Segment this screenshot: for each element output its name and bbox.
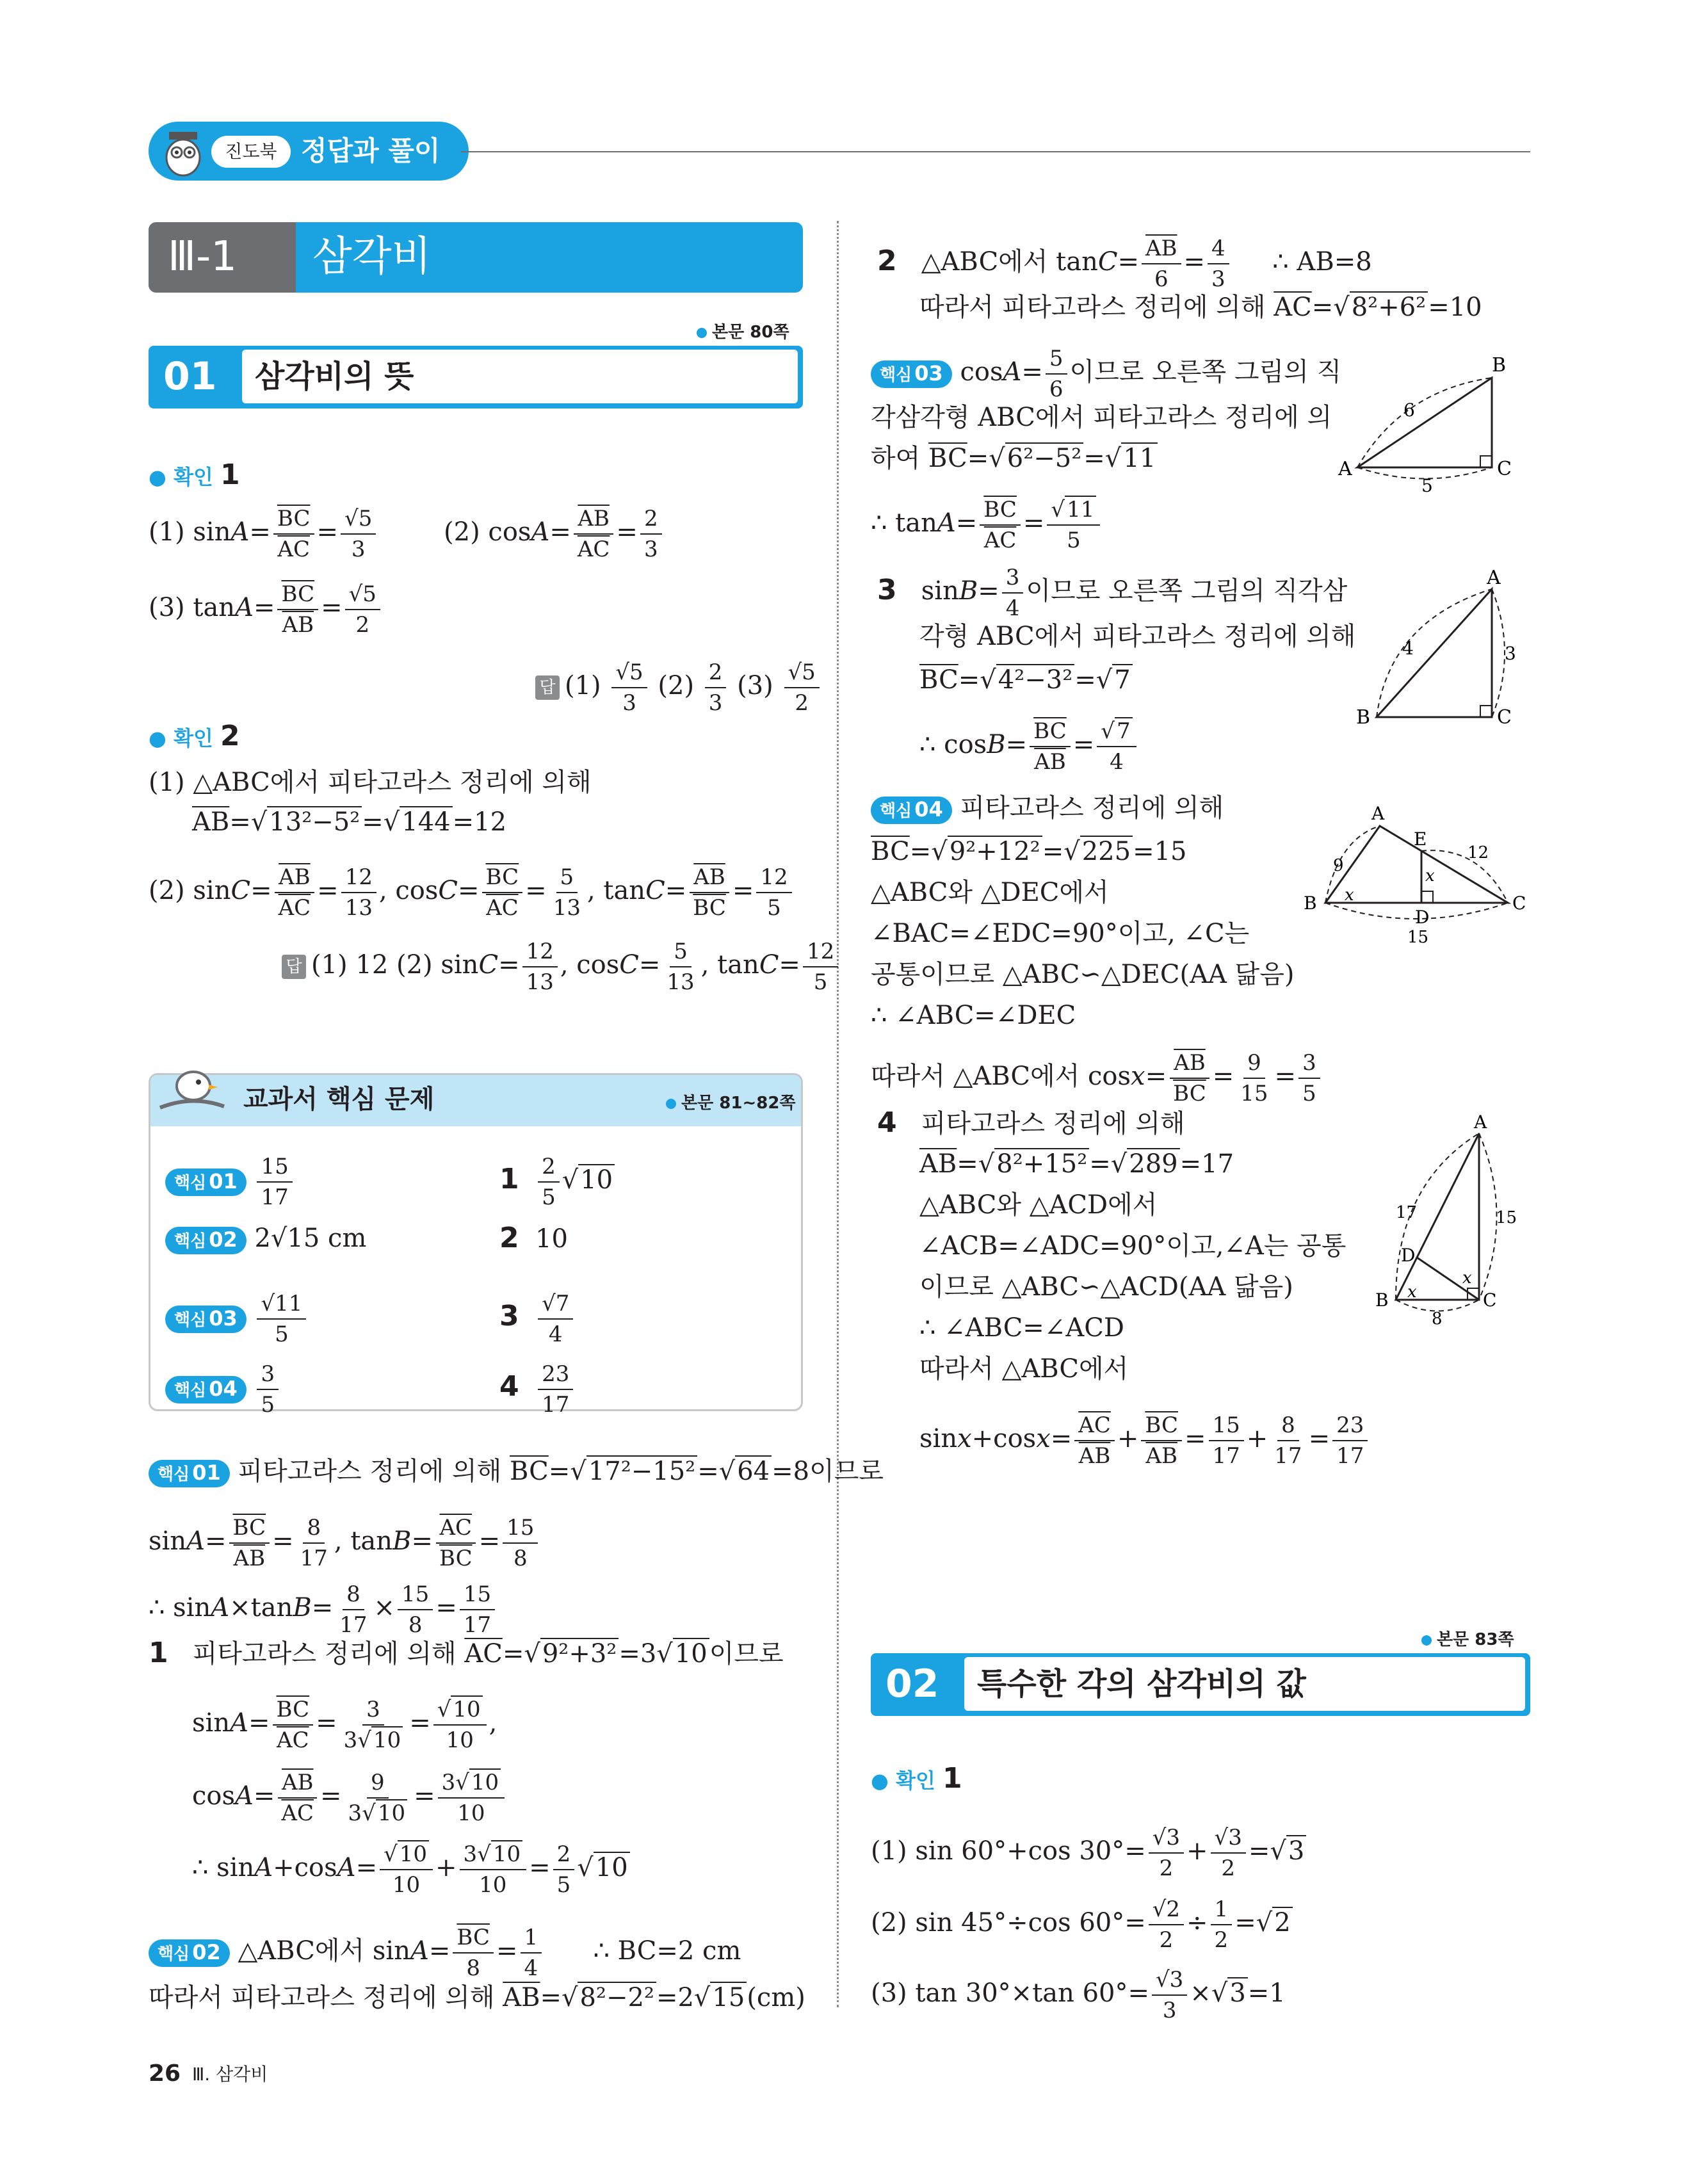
c01-line3: ∴ sinA×tanB= $\frac{8}{17}$ × $\frac{15}{8}$ = $\frac{15}{17}$ (149, 1581, 497, 1638)
svg-text:C: C (1512, 893, 1526, 914)
p4-line2: $\overline{AB}=√8^2+15^2=√289=17$ (919, 1149, 1234, 1179)
svg-text:D: D (1401, 1245, 1416, 1266)
check2-line1: (1) △ABC에서 피타고라스 정리에 의해 (149, 768, 592, 797)
box-row3b: 3 $\frac{√7}{4}$ (499, 1291, 576, 1347)
c04-line5: 공통이므로 △ABC∽△DEC(AA 닮음) (871, 960, 1295, 989)
check-1b-label: ● 확인 1 (871, 1762, 962, 1795)
p4-line8: sinx+cosx= $\frac{\overline{AC}}{AB}$ + $\frac{\overline{BC}}{AB}$ = $\frac{15}{17}$ + $\frac{8}{17}$ = $\frac{23}{17}$ (919, 1412, 1370, 1469)
core-box-ref: 본문 81~82쪽 (666, 1090, 796, 1113)
check2-answer: 답 (1) 12 (2) sinC= $\frac{12}{13}$ , cosC= $\frac{5}{13}$ , tanC= $\frac{12}{5}$ (282, 939, 841, 995)
p4-line1: 4 피타고라스 정리에 의해 (877, 1106, 1185, 1139)
p3-line4: ∴ cosB= $\frac{\overline{BC}}{AB}$ = $\frac{√7}{4}$ (919, 718, 1139, 775)
box-row4: 핵심 04 $\frac{3}{5}$ (165, 1361, 281, 1418)
svg-text:8: 8 (1432, 1309, 1443, 1329)
svg-text:15: 15 (1496, 1208, 1517, 1227)
svg-text:x: x (1462, 1268, 1472, 1288)
svg-text:E: E (1414, 829, 1427, 850)
section-02-title: 특수한 각의 삼각비의 값 (977, 1666, 1306, 1702)
svg-text:C: C (1497, 458, 1512, 480)
box-row4b: 4 $\frac{23}{17}$ (499, 1361, 576, 1418)
chapter-title: 삼각비 (312, 233, 432, 280)
svg-text:A: A (1338, 458, 1352, 480)
p4-line7: 따라서 △ABC에서 (919, 1354, 1129, 1384)
s2-line3: (3) tan 30°×tan 60°= $\frac{√3}{3}$ ×√3=1 (871, 1967, 1286, 2023)
check1-line1: (1) sinA= $\frac{\overline{BC}}{AC}$ = $\frac{√5}{3}$ (2) cosA= $\frac{\overline{AB}}{AC}$ = $\frac{2}{3}$ (149, 506, 665, 562)
triangle-figure-p3 (1351, 570, 1524, 743)
column-divider (837, 221, 839, 2007)
c01-line2: sinA= $\frac{\overline{BC}}{AB}$ = $\frac{8}{17}$ , tanB= $\frac{\overline{AC}}{BC}$ = $\frac{15}{8}$ (149, 1515, 540, 1571)
svg-text:B: B (1356, 706, 1371, 729)
p3-line3: $\overline{BC}=√4^2-3^2=√7$ (919, 663, 1133, 697)
svg-text:B: B (1375, 1290, 1389, 1311)
owl-icon (158, 127, 209, 178)
svg-text:4: 4 (1402, 638, 1414, 659)
c04-line7: 따라서 △ABC에서 cosx= $\frac{\overline{AB}}{BC}$ = $\frac{9}{15}$ = $\frac{3}{5}$ (871, 1050, 1323, 1106)
header-badge: 진도북 (211, 136, 291, 168)
header-line (461, 151, 1530, 152)
c03-line3: 하여 $\overline{BC}=√6^2-5^2=√11$ (871, 442, 1158, 475)
section-02-num: 02 (885, 1662, 939, 1706)
box-row1b: 1 $\frac{2}{5}$ √10 (499, 1154, 615, 1210)
chapter-bar (149, 222, 803, 293)
c04-line3: △ABC와 △DEC에서 (871, 878, 1109, 907)
svg-text:C: C (1483, 1290, 1497, 1311)
box-row3: 핵심 03 $\frac{√11}{5}$ (165, 1291, 309, 1347)
p3-line1: 3 sinB= $\frac{3}{4}$ 이므로 오른쪽 그림의 직각삼 (877, 565, 1348, 621)
svg-text:A: A (1371, 803, 1385, 824)
triangle-figure-c04 (1300, 800, 1530, 948)
svg-text:15: 15 (1407, 928, 1429, 947)
svg-text:3: 3 (1505, 643, 1516, 664)
box-row2b: 2 10 (499, 1222, 568, 1254)
c04-line1: 핵심 04 피타고라스 정리에 의해 (871, 791, 1224, 825)
svg-text:C: C (1497, 706, 1512, 729)
c03-line2: 각삼각형 ABC에서 피타고라스 정리에 의 (871, 403, 1332, 432)
section-01-ref: 본문 80쪽 (697, 319, 789, 343)
svg-text:B: B (1304, 893, 1317, 914)
p4-line3: △ABC와 △ACD에서 (919, 1190, 1158, 1220)
c03-line1: 핵심 03 cosA= $\frac{5}{6}$ 이므로 오른쪽 그림의 직 (871, 346, 1341, 402)
section-02-ref: 본문 83쪽 (1421, 1626, 1514, 1650)
svg-text:x: x (1425, 866, 1435, 886)
svg-text:12: 12 (1468, 843, 1489, 862)
header-title: 정답과 풀이 (301, 135, 441, 166)
footer-chapter: Ⅲ. 삼각비 (192, 2064, 268, 2085)
p2-line2: 따라서 피타고라스 정리에 의해 $\overline{AC}=√8^2+6^2=10$ (919, 293, 1482, 322)
page-number: 26 (149, 2060, 181, 2087)
c04-line4: ∠BAC=∠EDC=90°이고, ∠C는 (871, 919, 1250, 948)
p4-line5: 이므로 △ABC∽△ACD(AA 닮음) (919, 1272, 1293, 1302)
p2-line1: 2 △ABC에서 tanC= $\frac{\overline{AB}}{6}$ = $\frac{4}{3}$ ∴ AB=8 (877, 236, 1372, 292)
svg-text:9: 9 (1333, 856, 1344, 875)
triangle-figure-p4 (1370, 1114, 1530, 1332)
check-1-label: ● 확인 1 (149, 458, 240, 491)
svg-text:A: A (1474, 1114, 1487, 1133)
check2-line3: (2) sinC= $\frac{\overline{AB}}{AC}$ = $\frac{12}{13}$ , cosC= $\frac{\overline{BC}}{AC}$ = $\frac{5}{13}$ , tanC= $\frac{\overline{AB}}{BC}$ = $\frac{12}{5}$ (149, 864, 795, 921)
svg-text:17: 17 (1396, 1203, 1418, 1222)
section-01-title: 삼각비의 뜻 (255, 359, 414, 394)
svg-text:x: x (1345, 886, 1354, 905)
svg-text:D: D (1415, 907, 1430, 928)
box-row2: 핵심 02 2√15 cm (165, 1222, 366, 1255)
svg-text:6: 6 (1403, 400, 1415, 421)
c04-line6: ∴ ∠ABC=∠DEC (871, 1001, 1076, 1030)
s2-line1: (1) sin 60°+cos 30°= $\frac{√3}{2}$ + $\frac{√3}{2}$ =√3 (871, 1825, 1306, 1881)
check-2-label: ● 확인 2 (149, 720, 240, 752)
p1-line3: cosA= $\frac{\overline{AB}}{AC}$ = $\frac{9}{3√10}$ = $\frac{3√10}{10}$ (192, 1770, 507, 1826)
svg-text:5: 5 (1421, 475, 1433, 493)
check2-line2: $\overline{AB}=√13^2-5^2=√144=12$ (192, 807, 507, 837)
p1-line1: 1 피타고라스 정리에 의해 $\overline{AC}=√9^2+3^2=3√10$이므로 (149, 1637, 784, 1669)
svg-text:A: A (1487, 570, 1501, 589)
s2-line2: (2) sin 45°÷cos 60°= $\frac{√2}{2}$ ÷ $\frac{1}{2}$ =√2 (871, 1897, 1293, 1953)
p1-line4: ∴ sinA+cosA= $\frac{√10}{10}$ + $\frac{3√10}{10}$ = $\frac{2}{5}$ √10 (192, 1841, 630, 1898)
c02-line1: 핵심 02 △ABC에서 sinA= $\frac{\overline{BC}}{8}$ = $\frac{1}{4}$ ∴ BC=2 cm (149, 1925, 741, 1981)
svg-text:x: x (1407, 1282, 1417, 1302)
p4-line4: ∠ACB=∠ADC=90°이고,∠A는 공통 (919, 1231, 1346, 1261)
c01-line1: 핵심 01 피타고라스 정리에 의해 $\overline{BC}=√17^2-15^2=√64=8$이므로 (149, 1455, 884, 1488)
c02-line2: 따라서 피타고라스 정리에 의해 $\overline{AB}=√8^2-2^2=2√15(cm)$ (149, 1983, 805, 2012)
triangle-figure-c03 (1332, 352, 1524, 493)
check1-answer: 답 (1) $\frac{√5}{3}$ (2) $\frac{2}{3}$ (3) $\frac{√5}{2}$ (535, 659, 822, 716)
check1-line2: (3) tanA= $\frac{\overline{BC}}{AB}$ = $\frac{√5}{2}$ (149, 581, 383, 638)
svg-text:B: B (1492, 354, 1507, 376)
bird-icon (154, 1056, 230, 1120)
box-row1: 핵심 01 $\frac{15}{17}$ (165, 1154, 295, 1210)
c03-line4: ∴ tanA= $\frac{\overline{BC}}{AC}$ = $\frac{√11}{5}$ (871, 497, 1103, 553)
section-01-num: 01 (163, 354, 217, 399)
core-box-title: 교과서 핵심 문제 (243, 1085, 435, 1114)
c04-line2: $\overline{BC}=√9^2+12^2=√225=15$ (871, 837, 1187, 866)
p3-line2: 각형 ABC에서 피타고라스 정리에 의해 (919, 622, 1356, 651)
p4-line6: ∴ ∠ABC=∠ACD (919, 1313, 1124, 1343)
p1-line2: sinA= $\frac{\overline{BC}}{AC}$ = $\frac{3}{3√10}$ = $\frac{√10}{10}$ , (192, 1697, 497, 1753)
chapter-num: Ⅲ-1 (168, 233, 237, 280)
